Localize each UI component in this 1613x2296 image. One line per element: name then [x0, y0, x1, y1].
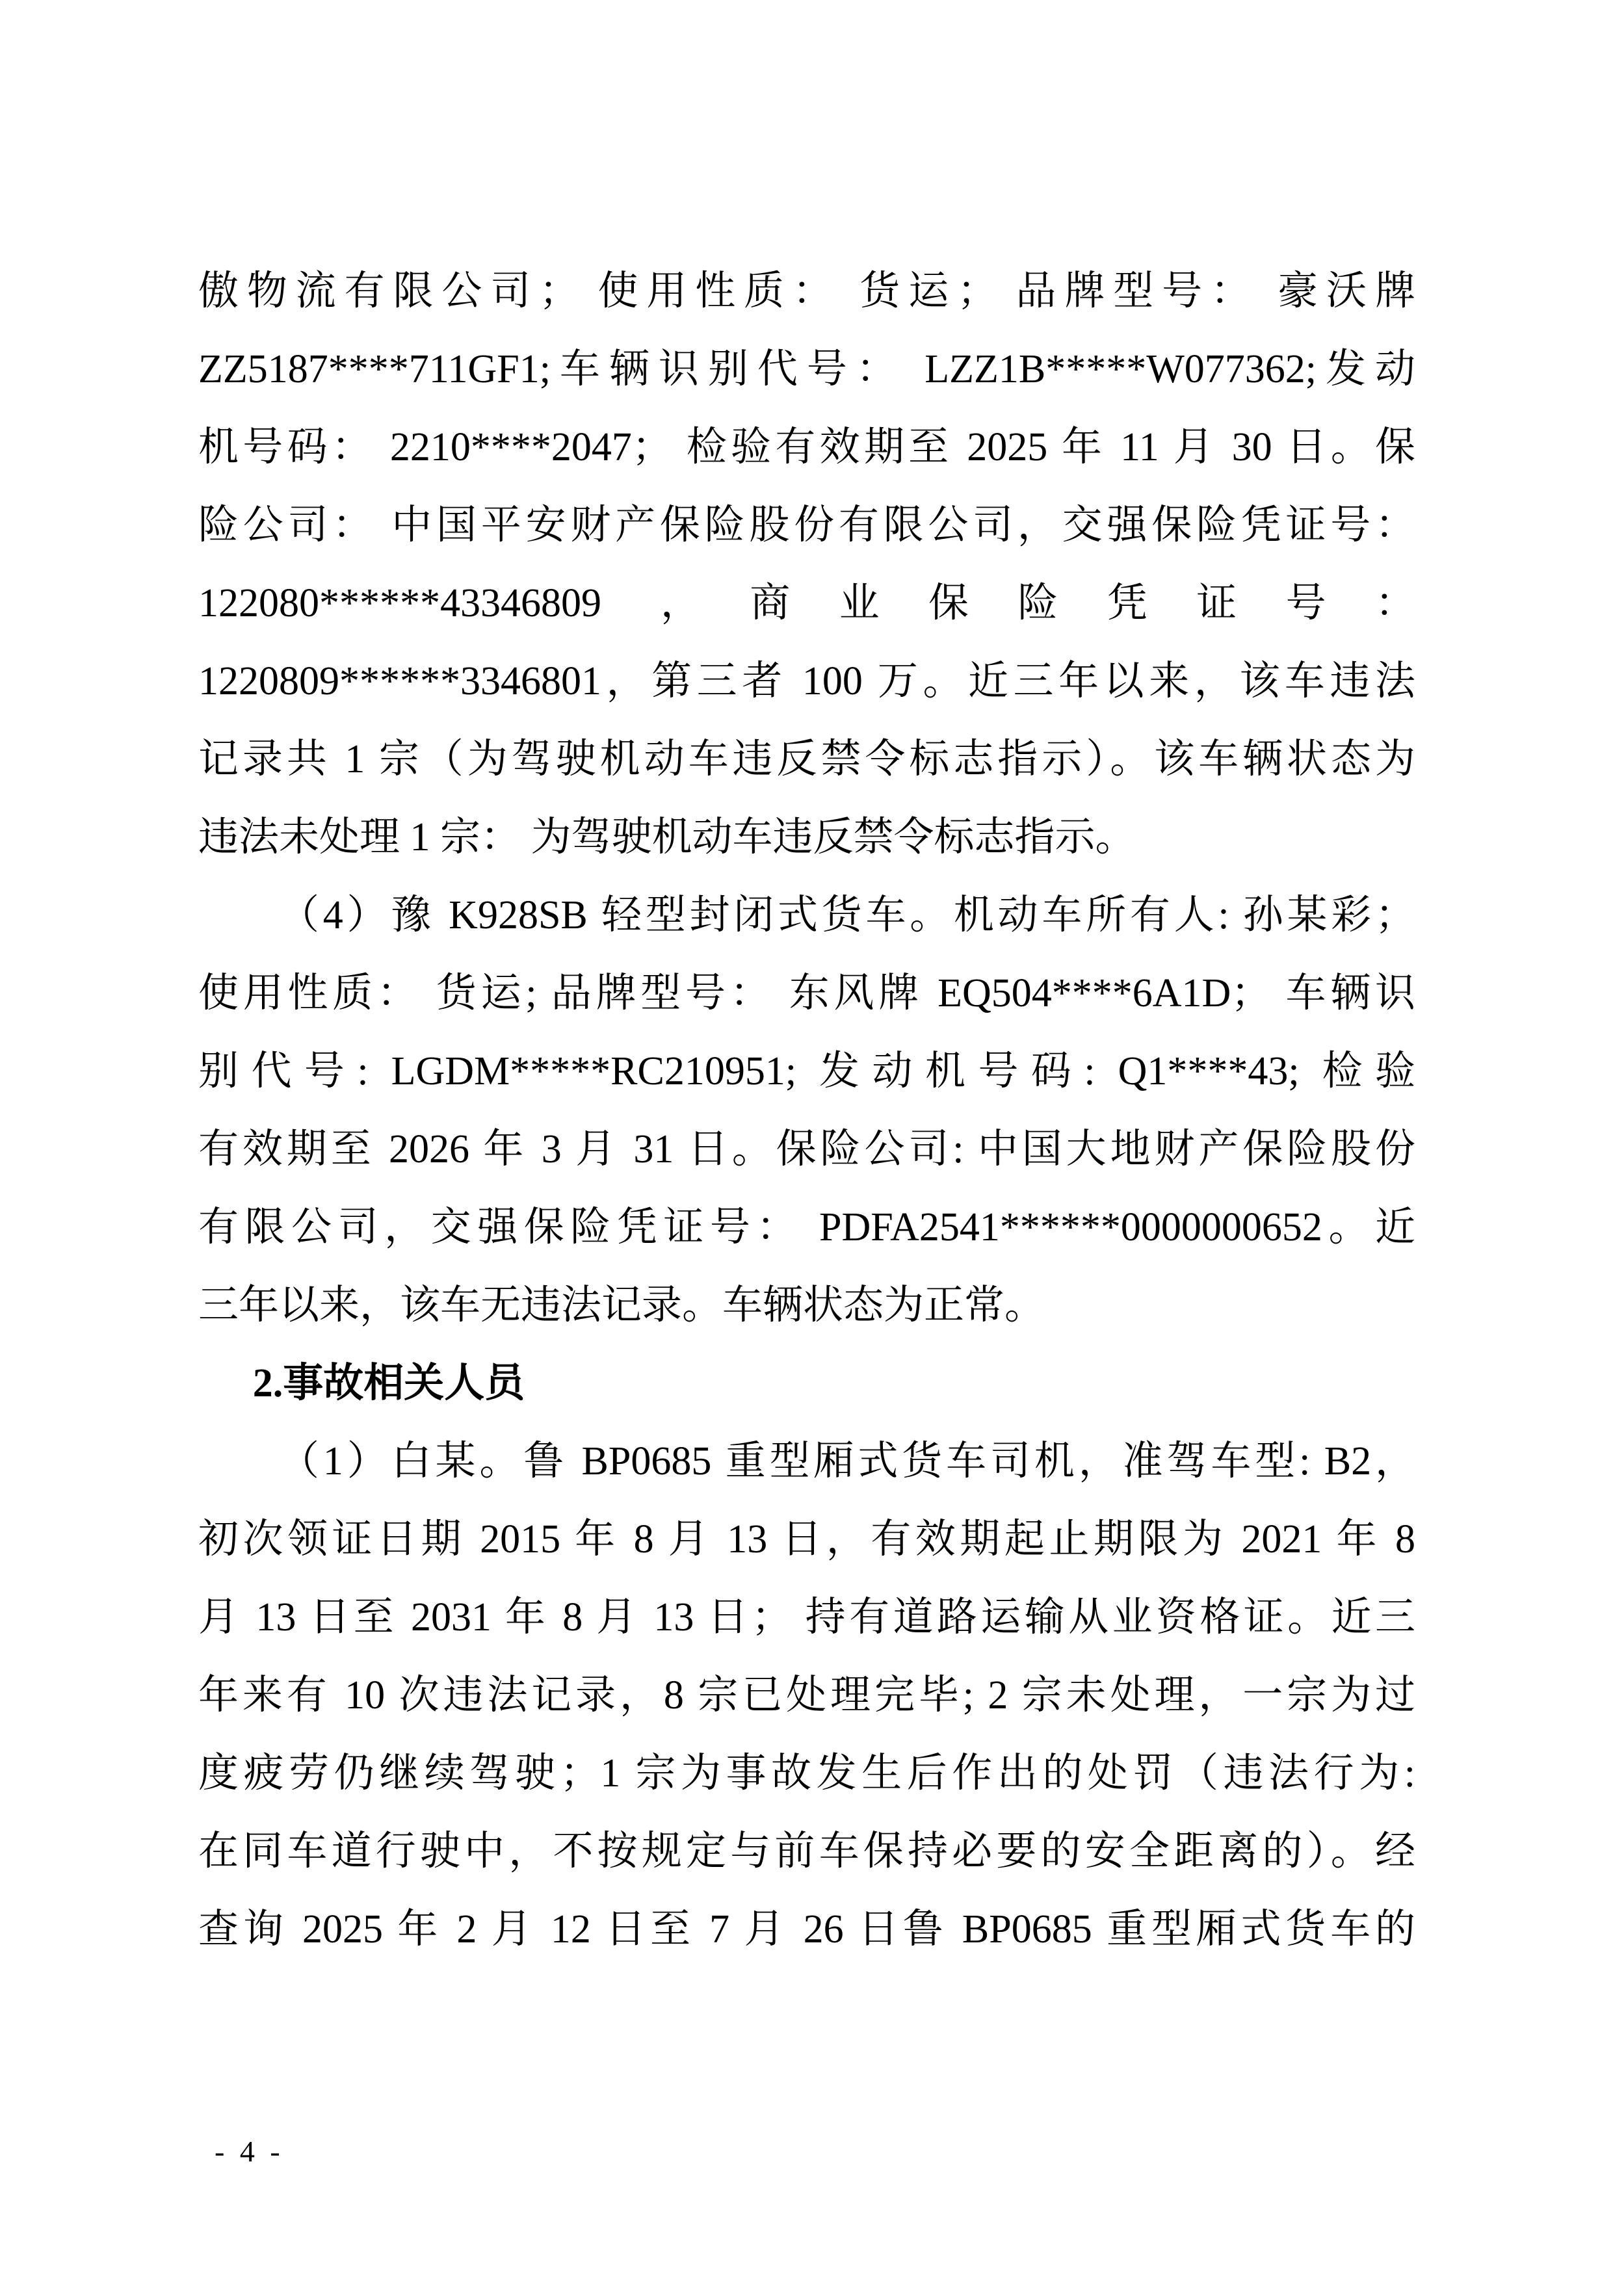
document-line: 险公司： 中国平安财产保险股份有限公司，交强保险凭证号： — [198, 503, 1415, 547]
section-heading: 2.事故相关人员 — [252, 1361, 525, 1405]
page-number: - 4 - — [215, 2135, 284, 2168]
document-line: 有效期至 2026 年 3 月 31 日。保险公司: 中国大地财产保险股份 — [198, 1127, 1415, 1171]
document-line: 使用性质： 货运; 品牌型号： 东风牌 EQ504****6A1D； 车辆识 — [198, 971, 1415, 1015]
document-line: 1220809******3346801，第三者 100 万。近三年以来，该车违法 — [198, 659, 1415, 703]
document-line: 122080******43346809 ，商业保险凭证号： — [198, 581, 1415, 625]
document-line: ZZ5187****711GF1;车辆识别代号： LZZ1B*****W077362;发动 — [198, 347, 1415, 391]
document-body — [198, 252, 1415, 1968]
document-line: 查询 2025 年 2 月 12 日至 7 月 26 日鲁 BP0685 重型厢式货车的 — [198, 1907, 1415, 1951]
document-line: 记录共 1 宗（为驾驶机动车违反禁令标志指示）。该车辆状态为 — [198, 737, 1415, 781]
document-line: 月 13 日至 2031 年 8 月 13 日； 持有道路运输从业资格证。近三 — [198, 1595, 1415, 1639]
document-line: 违法未处理 1 宗： 为驾驶机动车违反禁令标志指示。 — [198, 815, 1136, 859]
document-line: 有限公司，交强保险凭证号： PDFA2541******0000000652。近 — [198, 1205, 1415, 1249]
document-line: 机号码： 2210****2047； 检验有效期至 2025 年 11 月 30 日。保 — [198, 425, 1415, 469]
document-line: 在同车道行驶中，不按规定与前车保持必要的安全距离的）。经 — [198, 1829, 1415, 1873]
document-line: 初次领证日期 2015 年 8 月 13 日，有效期起止期限为 2021 年 8 — [198, 1517, 1415, 1561]
document-line: 傲物流有限公司； 使用性质： 货运； 品牌型号： 豪沃牌 — [198, 269, 1415, 313]
document-line: 三年以来，该车无违法记录。车辆状态为正常。 — [198, 1283, 1045, 1327]
document-line: 年来有 10 次违法记录，8 宗已处理完毕; 2 宗未处理，一宗为过 — [198, 1673, 1415, 1717]
document-line: 别代号: LGDM*****RC210951; 发动机号码: Q1****43; 检验 — [198, 1049, 1415, 1093]
document-line: （1）白某。鲁 BP0685 重型厢式货车司机，准驾车型: B2， — [279, 1439, 1415, 1483]
document-line: 度疲劳仍继续驾驶；1 宗为事故发生后作出的处罚（违法行为: — [198, 1751, 1415, 1795]
document-line: （4）豫 K928SB 轻型封闭式货车。机动车所有人: 孙某彩； — [279, 893, 1415, 937]
